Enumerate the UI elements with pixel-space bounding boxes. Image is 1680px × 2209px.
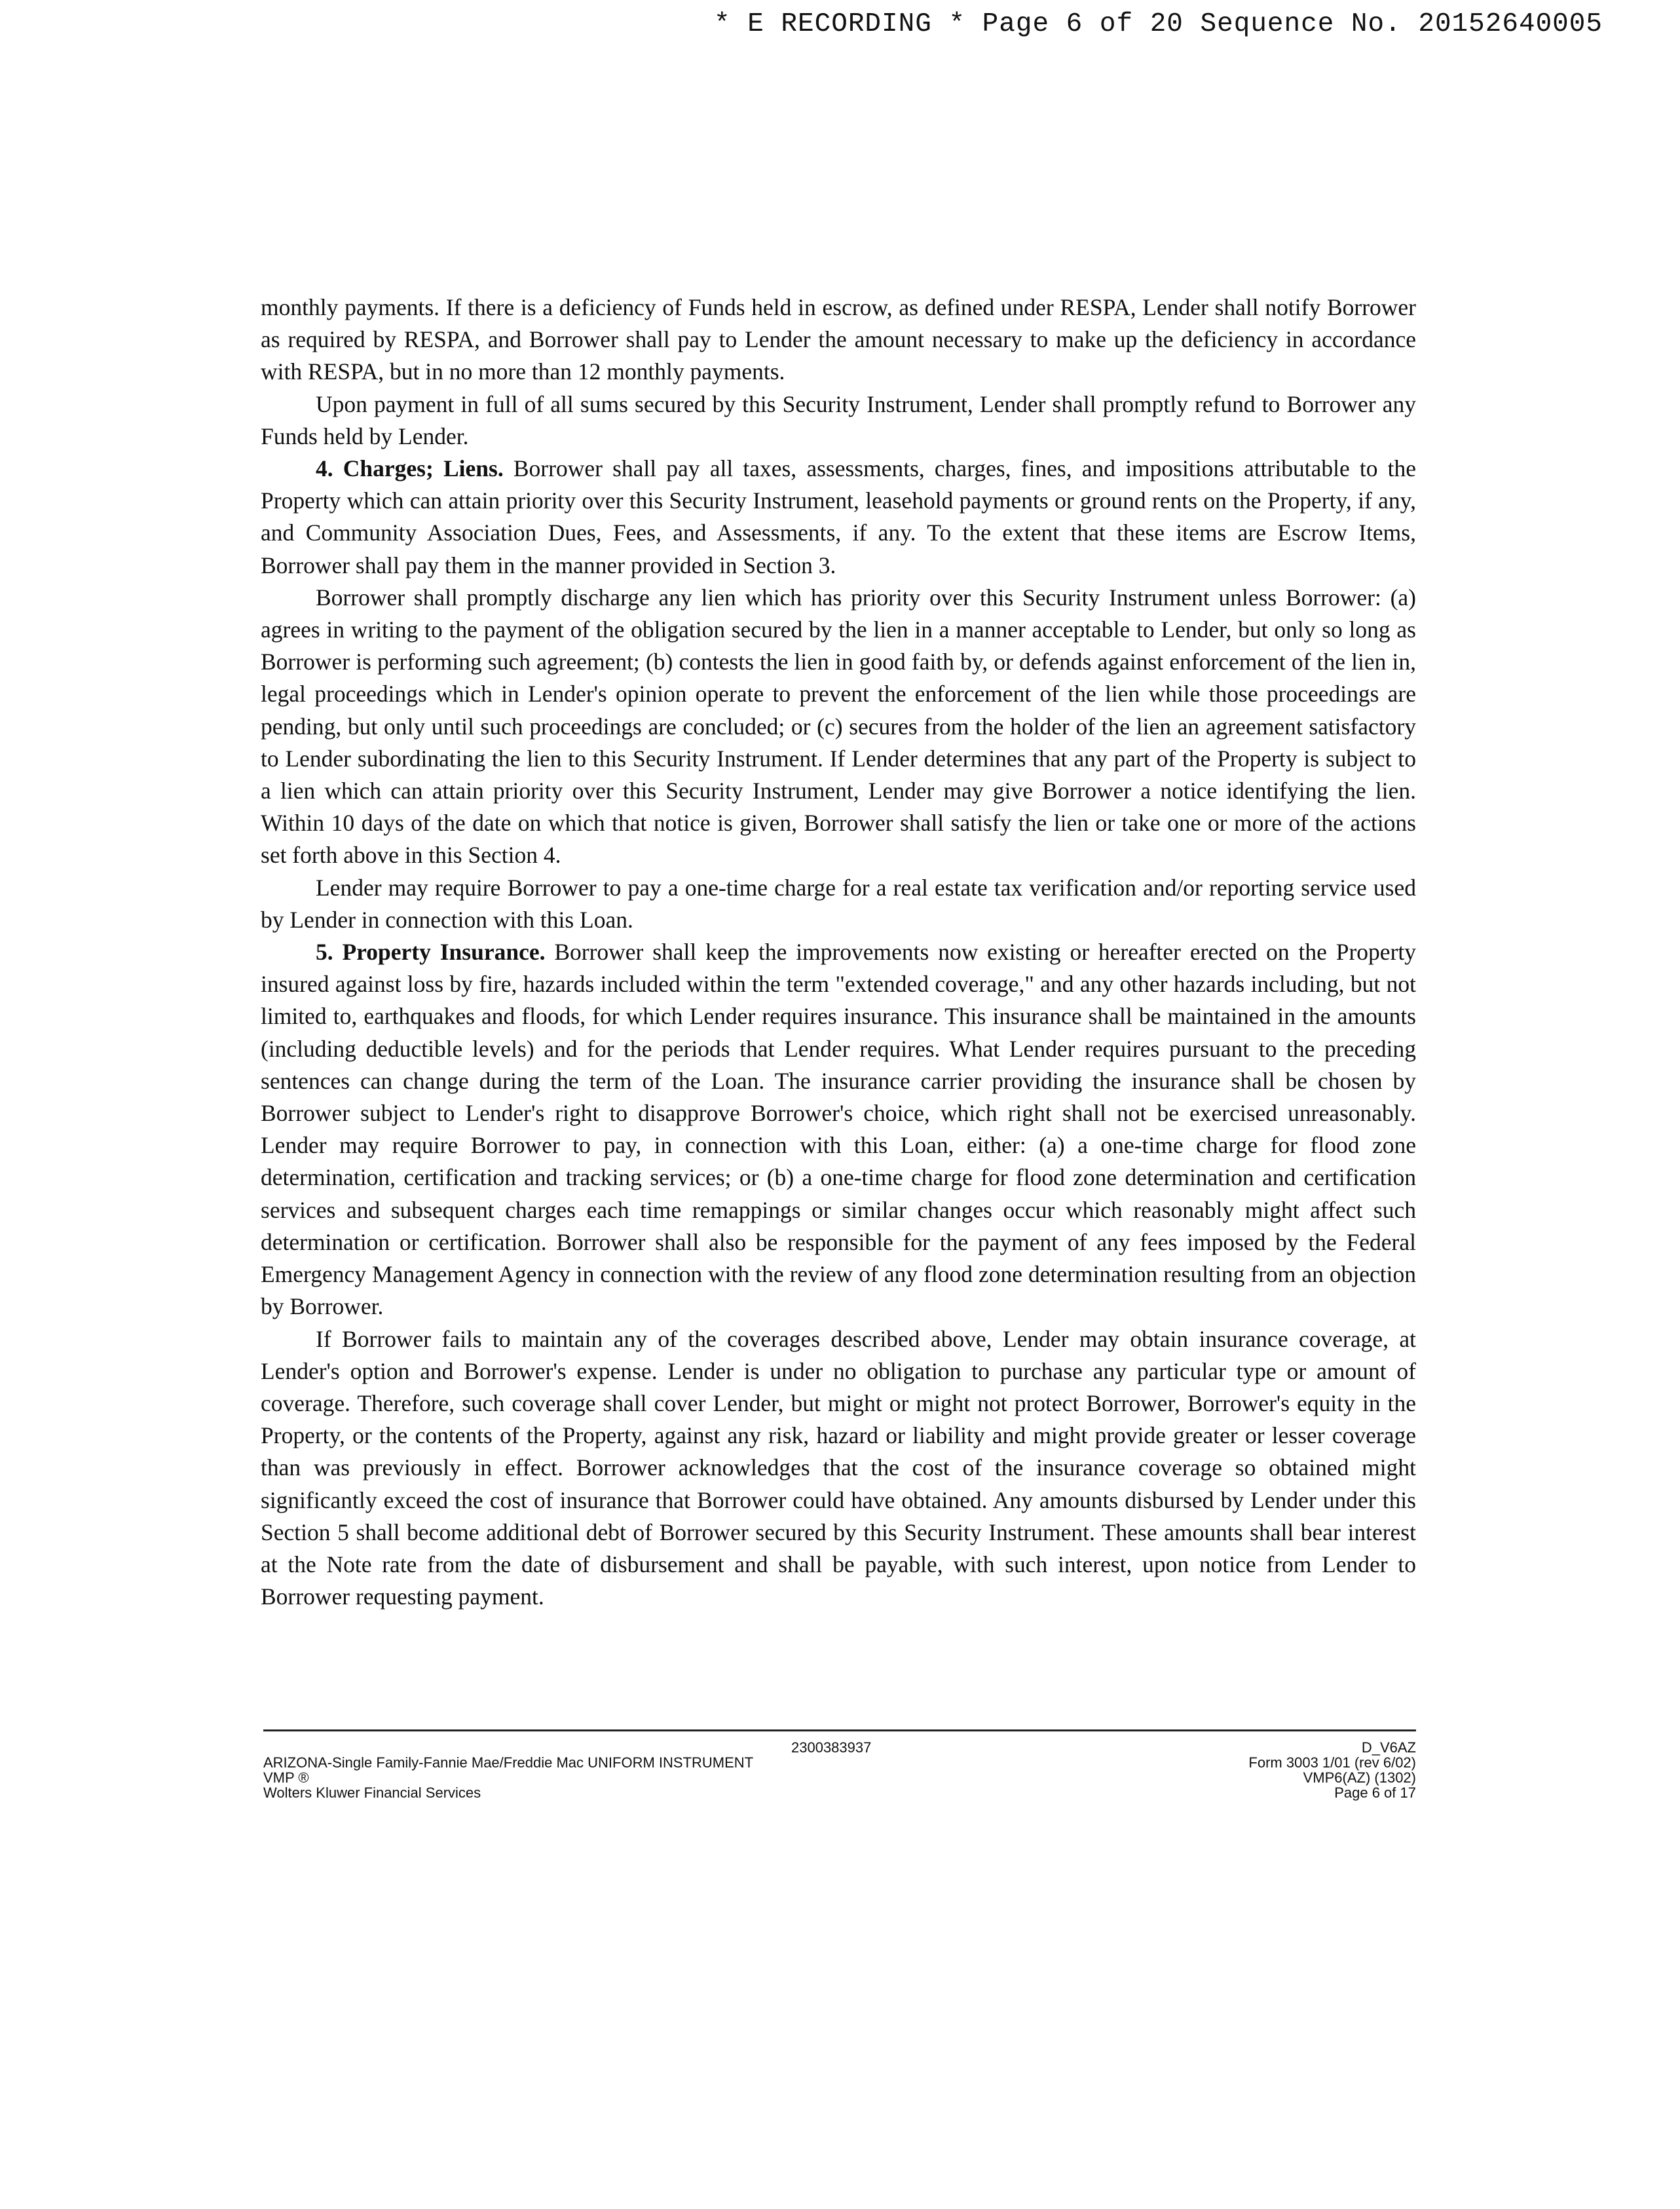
form-title: ARIZONA-Single Family-Fannie Mae/Freddie Mac UNIFORM INSTRUMENT: [263, 1754, 754, 1771]
section-4-heading: 4. Charges; Liens.: [316, 455, 504, 482]
section-5-heading: 5. Property Insurance.: [316, 939, 546, 966]
paragraph-refund: Upon payment in full of all sums secured by this Security Instrument, Lender shall promptly refund to Borrower any Funds held by Lender.: [261, 390, 1416, 449]
paragraph-discharge-lien: Borrower shall promptly discharge any lien which has priority over this Security Instrument unless Borrower: (a) agrees in writing to the payment of the obligation secured by the lien in a manner acceptable to Lender, but only so long as Borrower is performing such agreement; (b) contests the lien in good faith by, or defends against enforcement of the lien in, legal proceedings which in Lender's opinion operate to prevent the enforcement of the lien while those proceedings are pending, but only until such proceedings are concluded; or (c) secures from the holder of the lien an agreement satisfactory to Lender subordinating the lien to this Security Instrument. If Lender determines that any part of the Property is subject to a lien which can attain priority over this Security Instrument, Lender may give Borrower a notice identifying the lien. Within 10 days of the date on which that notice is given, Borrower shall satisfy the lien or take one or more of the actions set forth above in this Section 4.: [261, 584, 1416, 869]
vmp-mark: VMP ®: [263, 1769, 309, 1786]
paragraph-coverage-failure: If Borrower fails to maintain any of the coverages described above, Lender may obtain insurance coverage, at Lender's option and Borrower's expense. Lender is under no obligation to purchase any particular type or amount of coverage. Therefore, such coverage shall cover Lender, but might or might not protect Borrower, Borrower's equity in the Property, or the contents of the Property, against any risk, hazard or liability and might provide greater or lesser coverage than was previously in effect. Borrower acknowledges that the cost of the insurance coverage so obtained might significantly exceed the cost of insurance that Borrower could have obtained. Any amounts disbursed by Lender under this Section 5 shall become additional debt of Borrower secured by this Security Instrument. These amounts shall bear interest at the Note rate from the date of disbursement and shall be payable, with such interest, upon notice from Lender to Borrower requesting payment.: [261, 1325, 1416, 1610]
paragraph-escrow-deficiency: monthly payments. If there is a deficiency of Funds held in escrow, as defined under RESPA, Lender shall notify Borrower as required by RESPA, and Borrower shall pay to Lender the amount necessary to make up the deficiency in accordance with RESPA, but in no more than 12 monthly payments.: [261, 294, 1416, 385]
form-number: Form 3003 1/01 (rev 6/02): [1248, 1754, 1416, 1771]
publisher: Wolters Kluwer Financial Services: [263, 1784, 481, 1801]
footer-left: [263, 1755, 753, 1800]
document-code: D_V6AZ: [1361, 1739, 1416, 1756]
paragraph-tax-verification: Lender may require Borrower to pay a one-time charge for a real estate tax verification and/or reporting service used by Lender in connection with this Loan.: [261, 874, 1416, 933]
footer-right: [1248, 1740, 1416, 1800]
loan-number: 2300383937: [791, 1739, 872, 1756]
section-4-charges-liens: [261, 453, 1416, 582]
page-number: Page 6 of 17: [1334, 1784, 1416, 1801]
section-4-text: Borrower shall pay all taxes, assessments, charges, fines, and impositions attributable to the Property which can attain priority over this Security Instrument, leasehold payments or ground rents on the Property, if any, and Community Association Dues, Fees, and Assessments, if any. To the extent that these items are Escrow Items, Borrower shall pay them in the manner provided in Section 3.: [261, 455, 1417, 578]
page-footer: [263, 1740, 1416, 1832]
recording-header: * E RECORDING * Page 6 of 20 Sequence No. 20152640005: [713, 9, 1603, 39]
footer-divider: [263, 1729, 1416, 1731]
section-5-text: Borrower shall keep the improvements now existing or hereafter erected on the Property insured against loss by fire, hazards included within the term "extended coverage," and any other hazards including, but not limited to, earthquakes and floods, for which Lender requires insurance. This insurance shall be maintained in the amounts (including deductible levels) and for the periods that Lender requires. What Lender requires pursuant to the preceding sentences can change during the term of the Loan. The insurance carrier providing the insurance shall be chosen by Borrower subject to Lender's right to disapprove Borrower's choice, which right shall not be exercised unreasonably. Lender may require Borrower to pay, in connection with this Loan, either: (a) a one-time charge for flood zone determination, certification and tracking services; or (b) a one-time charge for flood zone determination and certification services and subsequent charges each time remappings or similar changes occur which reasonably might affect such determination or certification. Borrower shall also be responsible for the payment of any fees imposed by the Federal Emergency Management Agency in connection with the review of any flood zone determination resulting from an objection by Borrower.: [261, 939, 1416, 1320]
document-body: [261, 292, 1416, 1613]
section-5-property-insurance: [261, 936, 1416, 1323]
vmp-code: VMP6(AZ) (1302): [1303, 1769, 1416, 1786]
